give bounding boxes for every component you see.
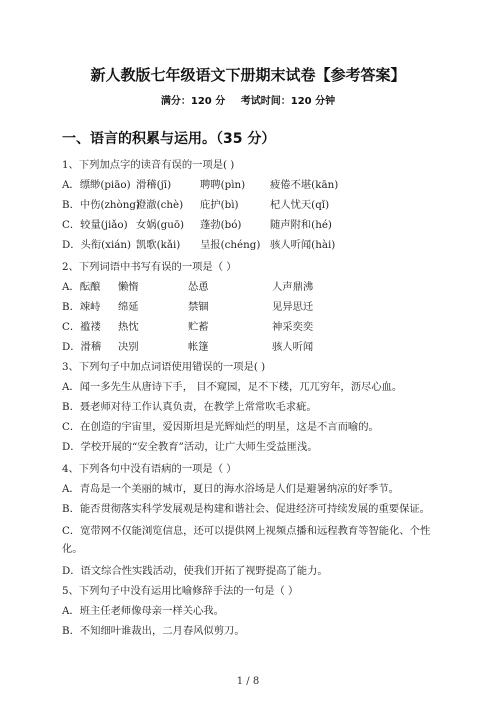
option-cell: 热忱 bbox=[118, 321, 139, 333]
option-cell: 人声鼎沸 bbox=[272, 281, 314, 293]
option-cell: B．竦峙 bbox=[62, 301, 101, 313]
question-5-stem: 5、下列句子中没有运用比喻修辞手法的一句是（ ） bbox=[62, 585, 299, 597]
question-3-option-c: C．在创造的宇宙里，爱因斯坦是光辉灿烂的明星，这是不言而喻的。 bbox=[62, 421, 379, 433]
question-3-option-d: D．学校开展的“安全教育”活动，让广大师生受益匪浅。 bbox=[62, 441, 318, 453]
option-cell: A．酝酿 bbox=[62, 281, 101, 293]
option-cell: D．头衔(xián) bbox=[62, 239, 132, 251]
option-cell: 滑稽(jī) bbox=[136, 179, 172, 191]
question-4-option-c: C．宽带网不仅能浏览信息，还可以提供网上视频点播和远程教育等智能化、个性化。 bbox=[62, 525, 431, 555]
exam-time: 考试时间：120 分钟 bbox=[240, 96, 336, 107]
option-cell: 神采奕奕 bbox=[272, 321, 314, 333]
option-cell: 禁锢 bbox=[188, 301, 209, 313]
option-cell: D．滑稽 bbox=[62, 341, 102, 353]
option-cell: 骇人听闻(hài) bbox=[270, 239, 336, 251]
option-cell: 疲倦不堪(kān) bbox=[270, 179, 339, 191]
exam-info bbox=[0, 92, 496, 107]
option-cell: A．缥缈(piāo) bbox=[62, 179, 131, 191]
question-5-option-b: B．不知细叶谁裁出，二月春风似剪刀。 bbox=[62, 625, 245, 637]
option-cell: C．褴褛 bbox=[62, 321, 101, 333]
option-cell: 女娲(guō) bbox=[136, 219, 185, 231]
full-score: 满分：120 分 bbox=[160, 96, 226, 107]
option-cell: 怂恿 bbox=[188, 281, 209, 293]
question-4-option-d: D．语文综合性实践活动，使我们开拓了视野提高了能力。 bbox=[62, 565, 328, 577]
question-4-option-b: B．能否贯彻落实科学发展观是构建和谐社会、促进经济可持续发展的重要保证。 bbox=[62, 503, 430, 515]
question-2-option-c bbox=[62, 320, 446, 334]
option-cell: 呈报(chéng) bbox=[200, 239, 261, 251]
option-cell: 杞人忧天(qǐ) bbox=[270, 199, 330, 211]
question-1-option-d bbox=[62, 238, 446, 252]
option-cell: 澄澈(chè) bbox=[136, 199, 184, 211]
question-2-option-b bbox=[62, 300, 446, 314]
option-cell: 庇护(bì) bbox=[200, 199, 239, 211]
question-1-option-a bbox=[62, 178, 446, 192]
question-2-stem: 2、下列词语中书写有误的一项是（ ） bbox=[62, 261, 237, 273]
question-1-option-c bbox=[62, 218, 446, 232]
option-cell: 帐篷 bbox=[188, 341, 209, 353]
option-cell: 懒惰 bbox=[118, 281, 139, 293]
option-cell: 绵延 bbox=[118, 301, 139, 313]
question-4-option-a: A．青岛是一个美丽的城市，夏日的海水浴场是人们是避暑纳凉的好季节。 bbox=[62, 483, 399, 495]
question-1-stem: 1、下列加点字的读音有误的一项是( ) bbox=[62, 159, 235, 171]
option-cell: 决别 bbox=[118, 341, 139, 353]
option-cell: 蓬勃(bó) bbox=[200, 219, 242, 231]
option-cell: C．较量(jiǎo) bbox=[62, 219, 128, 231]
question-2-option-a bbox=[62, 280, 446, 294]
page-title: 新人教版七年级语文下册期末试卷【参考答案】 bbox=[90, 66, 406, 84]
question-3-option-a: A．闻一多先生从唐诗下手， 目不窥园，足不下楼，兀兀穷年，沥尽心血。 bbox=[62, 381, 403, 393]
question-5-option-a: A．班主任老师像母亲一样关心我。 bbox=[62, 605, 224, 617]
option-cell: 见异思迁 bbox=[272, 301, 314, 313]
option-cell: 骇人听闻 bbox=[272, 341, 314, 353]
option-cell: 凯歌(kǎi) bbox=[136, 239, 181, 251]
question-2-option-d bbox=[62, 340, 446, 354]
question-3-stem: 3、下列句子中加点词语使用错误的一项是( ) bbox=[62, 361, 266, 373]
option-cell: 聘聘(pìn) bbox=[200, 179, 246, 191]
option-cell: B．中伤(zhòng) bbox=[62, 199, 140, 211]
question-3-option-b: B．聂老师对待工作认真负责，在教学上常常吹毛求疵。 bbox=[62, 401, 317, 413]
option-cell: 贮蓄 bbox=[188, 321, 209, 333]
option-cell: 随声附和(hé) bbox=[270, 219, 332, 231]
question-4-stem: 4、下列各句中没有语病的一项是（ ） bbox=[62, 463, 237, 475]
section-heading: 一、语言的积累与运用。（35 分） bbox=[62, 131, 276, 147]
question-1-option-b bbox=[62, 198, 446, 212]
page-number: 1 / 8 bbox=[236, 676, 260, 687]
